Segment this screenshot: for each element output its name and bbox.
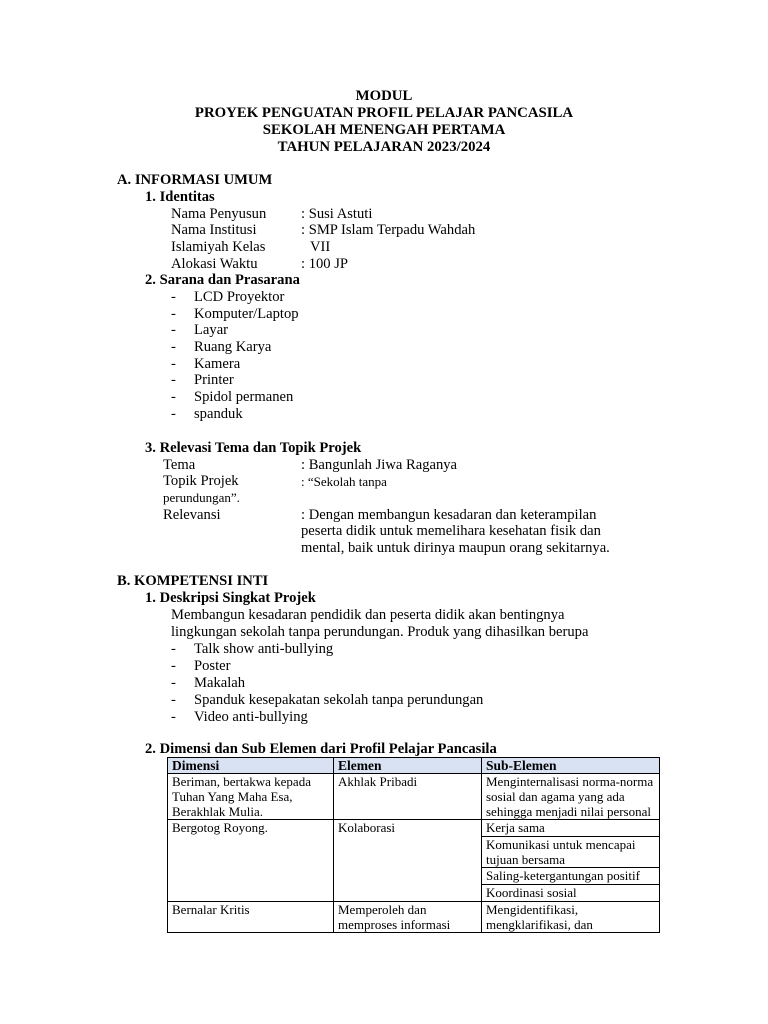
list-dash: - — [171, 389, 176, 405]
cell-sub-elemen: Koordinasi sosial — [482, 885, 660, 902]
cell-dimensi: Beriman, bertakwa kepada Tuhan Yang Maha Esa, Berakhlak Mulia. — [168, 774, 334, 820]
cell-elemen: Memperoleh dan memproses informasi — [334, 902, 482, 933]
relevansi-text: peserta didik untuk memelihara kesehatan fisik dan — [301, 523, 601, 539]
list-dash: - — [171, 658, 176, 674]
list-item: Makalah — [194, 675, 246, 691]
list-dash: - — [171, 709, 176, 725]
sarana-heading: 2. Sarana dan Prasarana — [145, 272, 300, 288]
cell-dimensi: Bergotog Royong. — [168, 820, 334, 902]
tema-value: : Bangunlah Jiwa Raganya — [301, 457, 458, 473]
title-proyek: PROYEK PENGUATAN PROFIL PELAJAR PANCASILA — [194, 105, 574, 121]
topik-label: Topik Projek — [163, 473, 239, 489]
cell-dimensi: Bernalar Kritis — [168, 902, 334, 933]
list-dash: - — [171, 675, 176, 691]
identitas-value: : 100 JP — [301, 256, 349, 272]
dimensi-heading: 2. Dimensi dan Sub Elemen dari Profil Pelajar Pancasila — [145, 741, 497, 757]
list-item: Kamera — [194, 356, 241, 372]
list-item: Video anti-bullying — [194, 709, 308, 725]
relevansi-label: Relevansi — [163, 507, 221, 523]
list-item: Spanduk kesepakatan sekolah tanpa perundungan — [194, 692, 484, 708]
title-tahun: TAHUN PELAJARAN 2023/2024 — [277, 139, 491, 155]
list-dash: - — [171, 692, 176, 708]
table-header-row — [168, 758, 660, 774]
cell-elemen: Akhlak Pribadi — [334, 774, 482, 820]
topik-value: : “Sekolah tanpa — [301, 474, 387, 489]
list-dash: - — [171, 406, 176, 422]
tema-label: Tema — [163, 457, 196, 473]
list-dash: - — [171, 356, 176, 372]
list-dash: - — [171, 306, 176, 322]
relevansi-text: : Dengan membangun kesadaran dan keterampilan — [301, 507, 597, 523]
list-item: Printer — [194, 372, 234, 388]
relevansi-heading: 3. Relevasi Tema dan Topik Projek — [145, 440, 362, 456]
column-header-elemen: Elemen — [334, 758, 482, 774]
list-item: Layar — [194, 322, 229, 338]
cell-sub-elemen: Menginternalisasi norma-norma sosial dan agama yang ada sehingga menjadi nilai personal — [482, 774, 660, 820]
list-dash: - — [171, 339, 176, 355]
title-modul: MODUL — [355, 88, 413, 104]
cell-sub-elemen: Komunikasi untuk mencapai tujuan bersama — [482, 837, 660, 868]
list-item: Poster — [194, 658, 231, 674]
list-item: LCD Proyektor — [194, 289, 285, 305]
column-header-sub-elemen: Sub-Elemen — [482, 758, 660, 774]
identitas-label: Nama Penyusun — [171, 206, 267, 222]
cell-sub-elemen: Mengidentifikasi, mengklarifikasi, dan — [482, 902, 660, 933]
relevansi-text: mental, baik untuk dirinya maupun orang sekitarnya. — [301, 540, 610, 556]
identitas-value: VII — [310, 239, 331, 255]
cell-sub-elemen: Saling-ketergantungan positif — [482, 868, 660, 885]
cell-elemen: Kolaborasi — [334, 820, 482, 902]
identitas-label: Nama Institusi — [171, 222, 257, 238]
table-row — [168, 774, 660, 820]
list-dash: - — [171, 641, 176, 657]
list-item: Talk show anti-bullying — [194, 641, 334, 657]
list-dash: - — [171, 289, 176, 305]
deskripsi-paragraph: lingkungan sekolah tanpa perundungan. Produk yang dihasilkan berupa — [171, 624, 589, 640]
section-a-heading: A. INFORMASI UMUM — [117, 172, 273, 188]
table-row — [168, 820, 660, 837]
identitas-label: Alokasi Waktu — [171, 256, 258, 272]
list-dash: - — [171, 372, 176, 388]
dimensi-table — [167, 757, 660, 933]
list-item: Komputer/Laptop — [194, 306, 299, 322]
list-item: Spidol permanen — [194, 389, 294, 405]
deskripsi-paragraph: Membangun kesadaran pendidik dan peserta didik akan bentingnya — [171, 607, 565, 623]
list-item: Ruang Karya — [194, 339, 272, 355]
table-row — [168, 902, 660, 933]
title-sekolah: SEKOLAH MENENGAH PERTAMA — [262, 122, 506, 138]
cell-sub-elemen: Kerja sama — [482, 820, 660, 837]
identitas-label: Islamiyah Kelas — [171, 239, 266, 255]
identitas-heading: 1. Identitas — [145, 189, 215, 205]
deskripsi-heading: 1. Deskripsi Singkat Projek — [145, 590, 316, 606]
section-b-heading: B. KOMPETENSI INTI — [117, 573, 269, 589]
list-dash: - — [171, 322, 176, 338]
list-item: spanduk — [194, 406, 243, 422]
identitas-value: : Susi Astuti — [301, 206, 373, 222]
identitas-value: : SMP Islam Terpadu Wahdah — [301, 222, 476, 238]
column-header-dimensi: Dimensi — [168, 758, 334, 774]
topik-continuation: perundungan”. — [163, 490, 240, 505]
